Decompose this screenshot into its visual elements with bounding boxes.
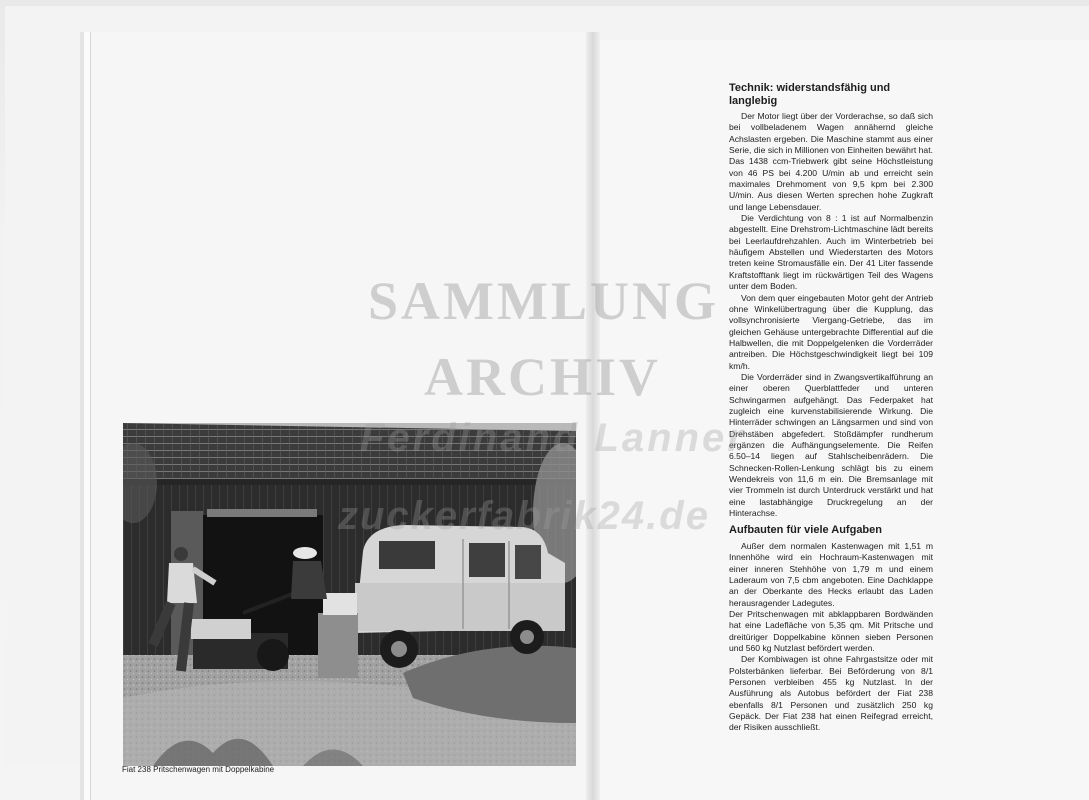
paragraph: Der Pritschenwagen mit abklappbaren Bordwänden hat eine Ladefläche von 5,35 qm. Mit Pritsche und dreitüriger Doppelkabine können sieben Personen und 560 kg Nutzlast befördert werden. [729, 608, 933, 653]
paragraph: Der Kombiwagen ist ohne Fahrgastsitze oder mit Polsterbänken lieferbar. Bei Beförderung von 8/1 Personen verbleiben 455 kg Nutzlast. In der Ausführung als Autobus befördert der Fiat 238 ebenfalls 8/1 Personen und zusätzlich 250 kg Gepäck. Der Fiat 238 hat einen Reifegrad erreicht, der Risiken ausschließt. [729, 654, 933, 733]
paragraph: Von dem quer eingebauten Motor geht der Antrieb ohne Winkelübertragung über die Kupplung, das vollsynchronisierte Viergang-Getriebe, das im gleichen Gehäuse untergebrachte Differential auf die Halbwellen, die mit Doppelgelenken die Vorderräder antreiben. Die Höchstgeschwindigkeit liegt bei 109 km/h. [729, 292, 933, 371]
paragraph: Die Vorderräder sind in Zwangsvertikalführung an einer oberen Querblattfeder und unteren Schwingarmen aufgehängt. Das Federpaket hat zugleich eine kurvenstabilisierende Wirkung. Die Hinterräder schwingen an Längsarmen und sind von Drehstäben abgefedert. Stoßdämpfer rundherum ergänzen die Aufhängungselemente. Die Reifen 6.50–14 liegen auf Stahlscheibenrädern. Die Schnecken-Rollen-Lenkung schlägt bis zu einem Wendekreis von 11,6 m ein. Die Bremsanlage mit vier Trommeln ist durch Unterdruck verstärkt und hat eine lastabhängige Druckregelung an der Hinterachse. [729, 371, 933, 519]
watermark-line: zuckerfabrik24.de [338, 494, 710, 538]
photo-caption: Fiat 238 Pritschenwagen mit Doppelkabine [122, 765, 275, 774]
photo-illustration [123, 423, 576, 766]
text-column [729, 82, 933, 734]
paragraph: Der Motor liegt über der Vorderachse, so daß sich bei vollbeladenem Wagen annähernd gleiche Achslasten ergeben. Die Maschine stammt aus einer Serie, die sich in Millionen von Einheiten bewährt hat. Das 1438 ccm-Triebwerk gibt seine Höchstleistung von 46 PS bei 4.200 U/min ab und erreicht sein maximales Drehmoment von 9,5 kpm bei 2.300 U/min. Aus diesen Werten sprechen hohe Zugkraft und lange Lebensdauer. [729, 111, 933, 212]
paragraph: Außer dem normalen Kastenwagen mit 1,51 m Innenhöhe wird ein Hochraum-Kastenwagen mit einer inneren Stehhöhe von 1,79 m und einem Laderaum von 7,5 cbm angeboten. Eine Dachklappe an der Oberkante des Hecks erlaubt das Laden herausragender Ladegutes. [729, 540, 933, 608]
photo-fiat-238 [123, 423, 576, 766]
watermark-line: ARCHIV [424, 347, 662, 407]
section-heading-aufbauten: Aufbauten für viele Aufgaben [729, 524, 882, 537]
paragraph: Die Verdichtung von 8 : 1 ist auf Normalbenzin abgestellt. Eine Drehstrom-Lichtmaschine lädt bereits bei Leerlaufdrehzahlen. Auch im Winterbetrieb bei häufigem Abstellen und Wiederstarten des Motors treten keine Stromausfälle ein. Der 41 Liter fassende Kraftstofftank liegt im rückwärtigen Teil des Wagens unter dem Boden. [729, 213, 933, 292]
book-gutter [586, 32, 600, 800]
watermark-line: SAMMLUNG [368, 271, 719, 331]
watermark-line: Ferdinand Lanner [360, 416, 746, 460]
section-heading-technik: Technik: widerstandsfähig und langlebig [729, 82, 891, 107]
